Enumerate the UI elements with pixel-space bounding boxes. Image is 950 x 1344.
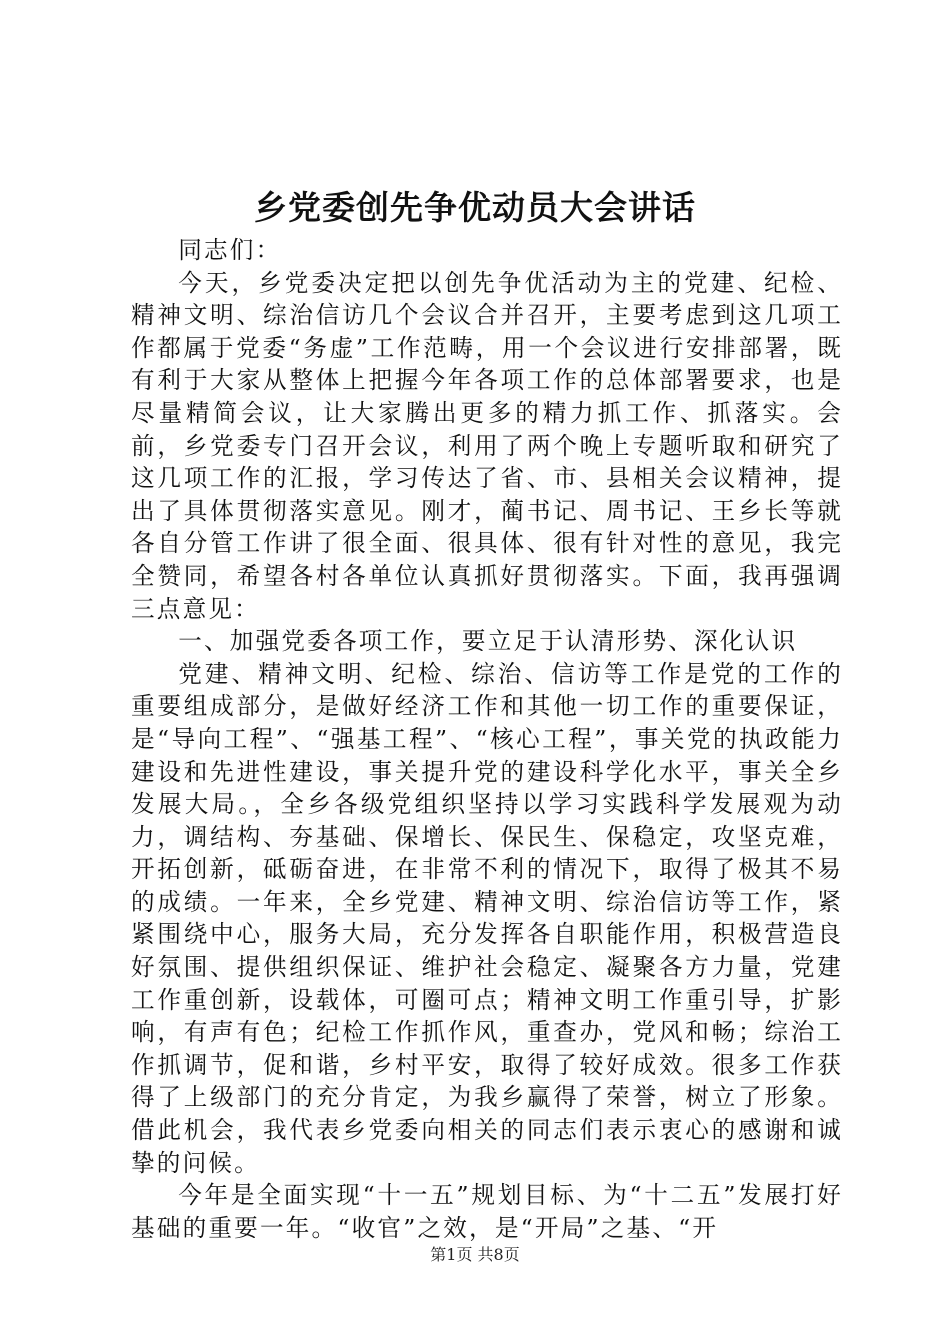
body-paragraph: 党建、精神文明、纪检、综治、信访等工作是党的工作的重要组成部分，是做好经济工作和其他一切工作的重要保证，是“导向工程”、“强基工程”、“核心工程”，事关党的执政能力建设和先进性建设，事关提升党的建设科学化水平，事关全乡发展大局。，全乡各级党组织坚持以学习实践科学发展观为动力，调结构、夯基础、保增长、保民生、保稳定，攻坚克难，开拓创新，砥砺奋进，在非常不利的情况下，取得了极其不易的成绩。一年来，全乡党建、精神文明、综治信访等工作，紧紧围绕中心，服务大局，充分发挥各自职能作用，积极营造良好氛围、提供组织保证、维护社会稳定、凝聚各方力量，党建工作重创新，设载体，可圈可点；精神文明工作重引导，扩影响，有声有色；纪检工作抓作风，重查办，党风和畅；综治工作抓调节，促和谐，乡村平安，取得了较好成效。很多工作获得了上级部门的充分肯定，为我乡赢得了荣誉，树立了形象。借此机会，我代表乡党委向相关的同志们表示衷心的感谢和诚挚的问候。	[131, 659, 843, 1177]
page-footer: 第1页 共8页	[430, 1245, 520, 1264]
document-title: 乡党委创先争优动员大会讲话	[254, 188, 696, 227]
body-paragraph: 今天，乡党委决定把以创先争优活动为主的党建、纪检、精神文明、综治信访几个会议合并召开，主要考虑到这几项工作都属于党委“务虚”工作范畴，用一个会议进行安排部署，既有利于大家从整体上把握今年各项工作的总体部署要求，也是尽量精简会议，让大家腾出更多的精力抓工作、抓落实。会前，乡党委专门召开会议，利用了两个晚上专题听取和研究了这几项工作的汇报，学习传达了省、市、县相关会议精神，提出了具体贯彻落实意见。刚才，蔺书记、周书记、王乡长等就各自分管工作讲了很全面、很具体、很有针对性的意见，我完全赞同，希望各村各单位认真抓好贯彻落实。下面，我再强调三点意见：	[131, 268, 843, 623]
greeting-paragraph: 同志们：	[178, 236, 282, 264]
body-paragraph: 今年是全面实现“十一五”规划目标、为“十二五”发展打好基础的重要一年。“收官”之效，是“开局”之基、“开	[131, 1181, 843, 1242]
section-heading: 一、加强党委各项工作，要立足于认清形势、深化认识	[178, 627, 798, 656]
document-body	[131, 234, 843, 1244]
